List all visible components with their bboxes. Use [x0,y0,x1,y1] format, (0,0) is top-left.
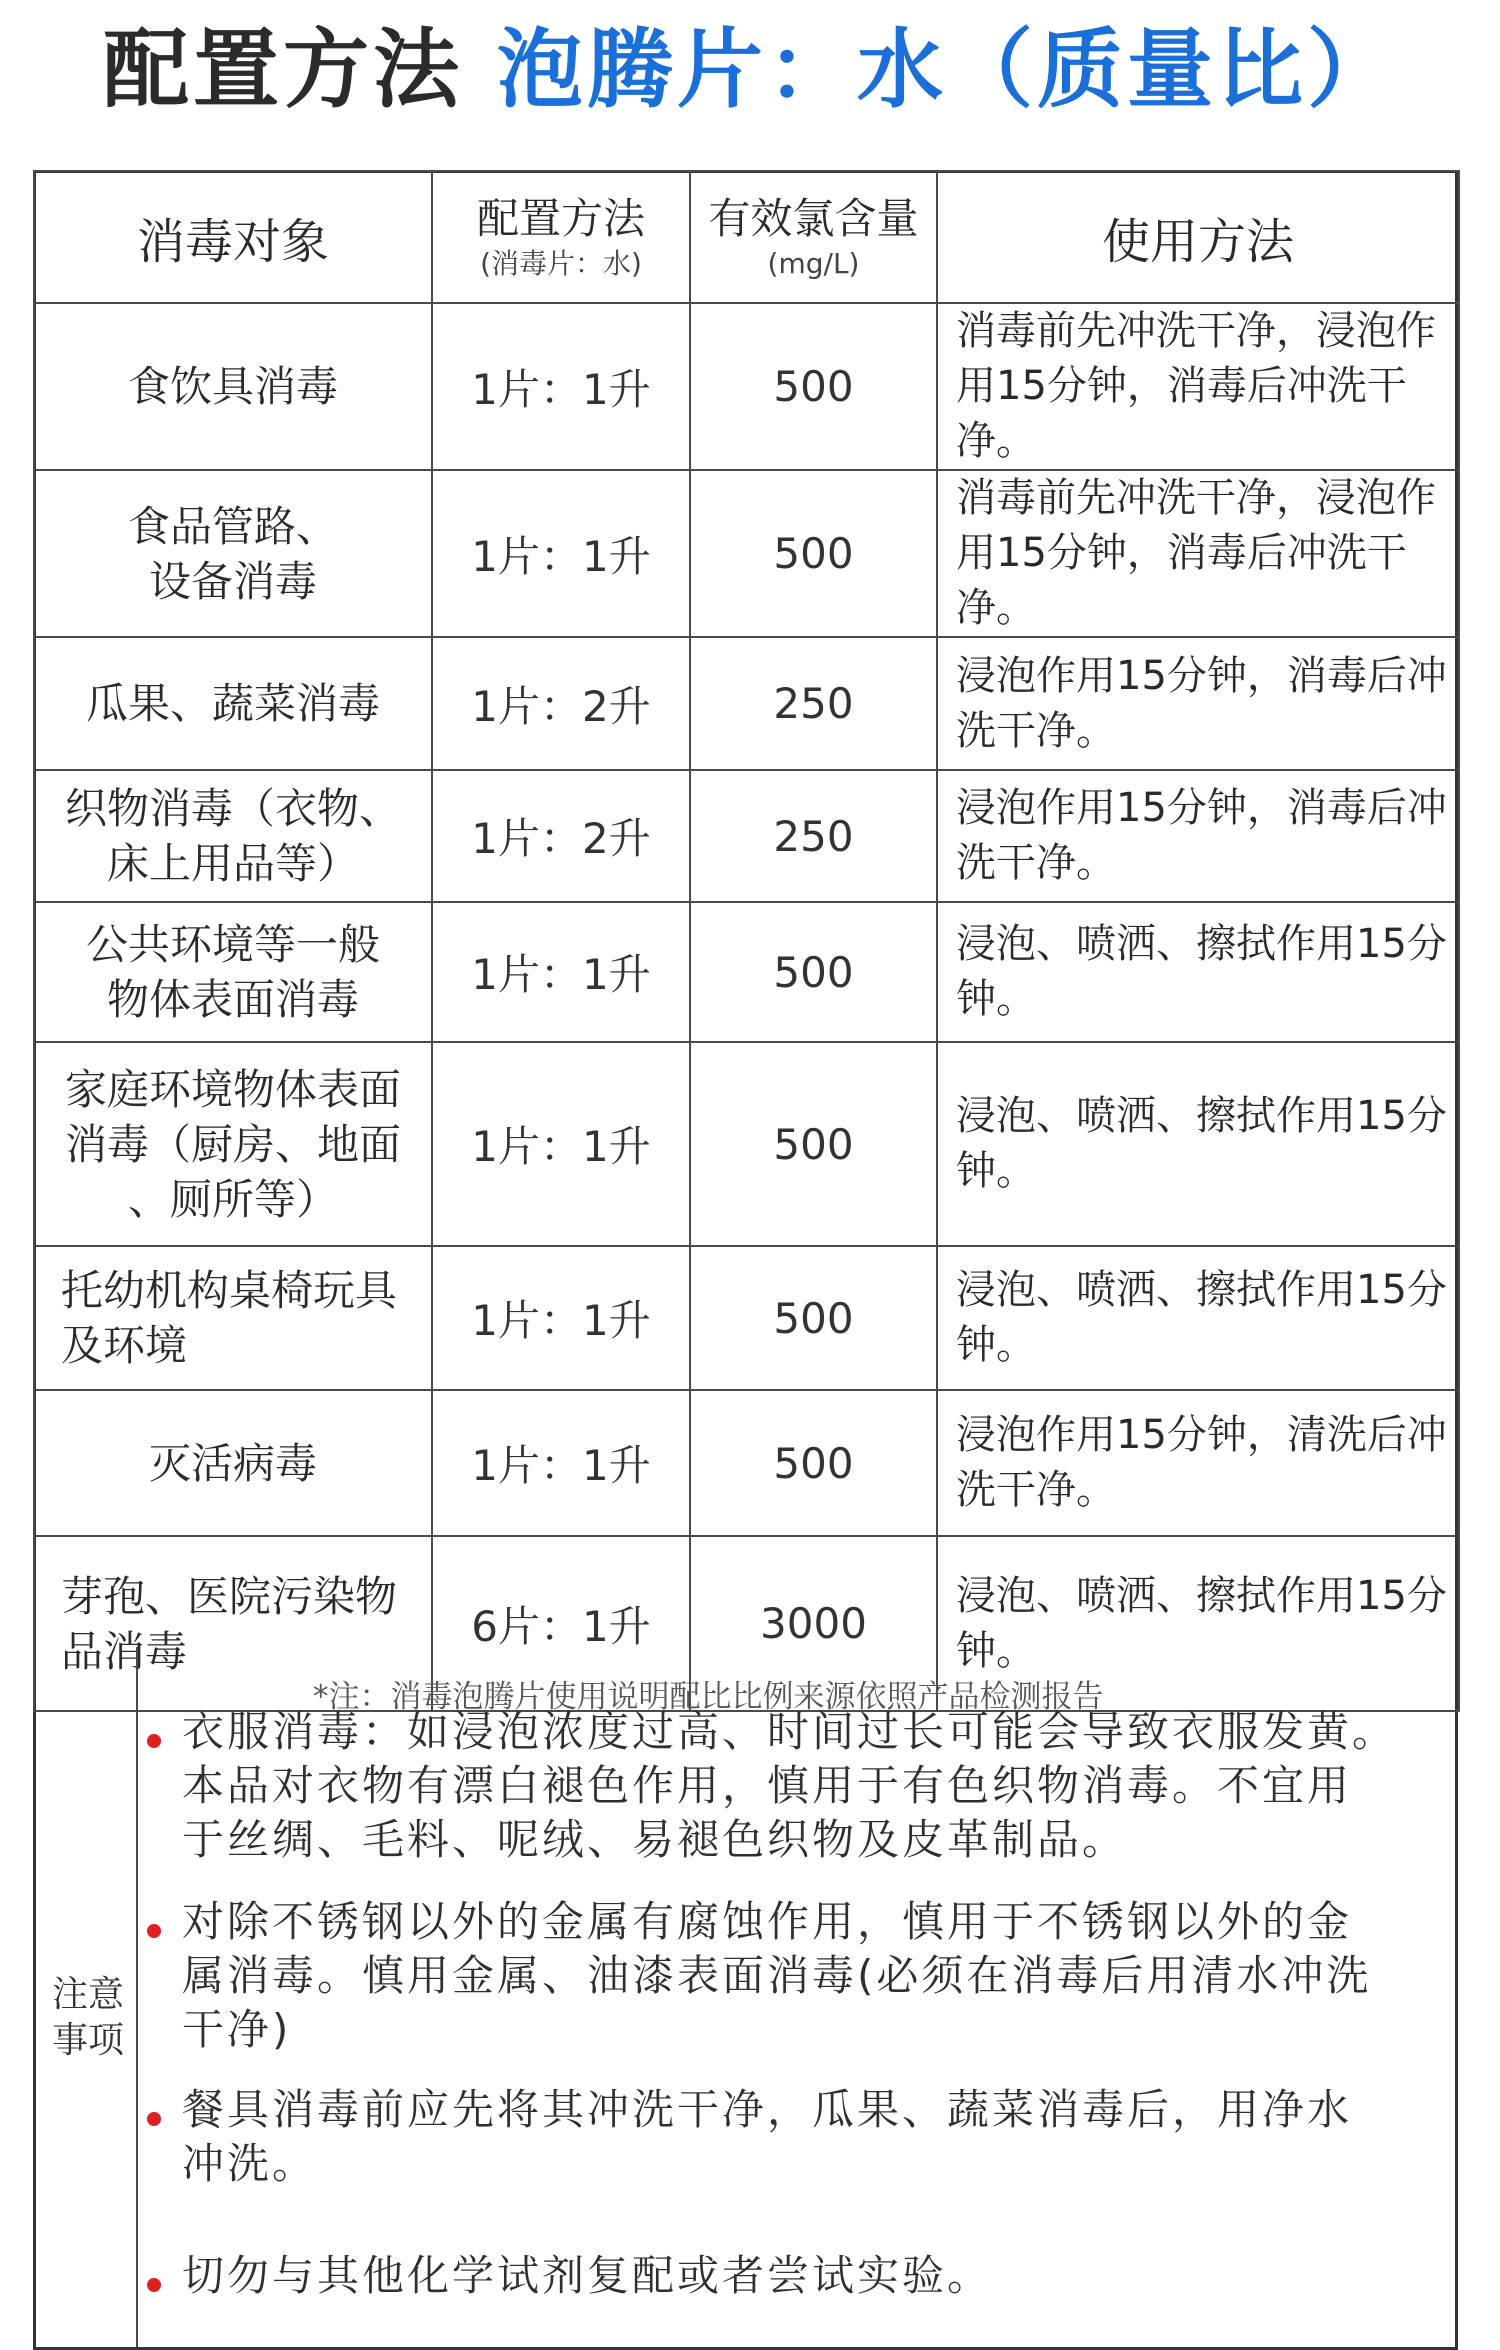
usage-line: 用15分钟，消毒后冲洗干净。 [956,363,1407,464]
cell-chlorine: 500 [690,1246,937,1390]
target-line: 托幼机构桌椅玩具 [61,1266,398,1315]
target-line: 、厕所等） [127,1174,338,1224]
table-row [34,1042,1459,1246]
notes-section [33,1647,1458,2347]
bullet-dot-icon [147,2278,161,2292]
header-chlorine-unit: (mg/L) [767,247,860,280]
source-footnote: *注：消毒泡腾片使用说明配比比例来源依照产品检测报告 [313,1679,1104,1715]
note-line: 属消毒。慎用金属、油漆表面消毒(必须在消毒后用清水冲洗 [182,1951,1372,2000]
usage-line: 浸泡、喷洒、擦拭作用15分 [956,1267,1447,1313]
notes-body [138,1647,1458,2347]
cell-usage [937,1042,1459,1246]
cell-usage [937,470,1459,637]
target-line: 床上用品等） [106,839,359,888]
usage-line: 钟。 [956,976,1036,1022]
note-line: 本品对衣物有漂白褪色作用，慎用于有色织物消毒。不宜用 [182,1761,1353,1810]
usage-line: 洗干净。 [956,707,1116,754]
bullet-dot-icon [147,1734,161,1748]
table-row [34,1390,1459,1536]
bullet-dot-icon [147,2112,161,2126]
cell-usage [937,303,1459,470]
note-item [182,2249,1432,2303]
usage-line: 浸泡作用15分钟，消毒后冲 [956,652,1447,699]
target-line: 及环境 [61,1321,188,1370]
table-row [34,303,1459,470]
header-method-label: 配置方法 [476,194,645,243]
usage-line: 浸泡作用15分钟，清洗后冲 [956,1412,1447,1458]
usage-line: 消毒前先冲洗干净，浸泡作 [956,475,1436,521]
cell-chlorine: 500 [690,1042,937,1246]
note-line: 切勿与其他化学试剂复配或者尝试实验。 [182,2251,993,2300]
target-line: 织物消毒（衣物、 [64,784,401,833]
header-target-label: 消毒对象 [136,213,329,270]
cell-chlorine: 500 [690,1390,937,1536]
target-line: 公共环境等一般 [85,920,380,969]
usage-line: 用15分钟，消毒后冲洗干净。 [956,530,1407,631]
target-line: 物体表面消毒 [106,975,359,1024]
note-line: 冲洗。 [182,2139,318,2188]
cell-target [34,1246,432,1390]
cell-target [34,303,432,470]
header-target [34,171,432,303]
note-line: 对除不锈钢以外的金属有腐蚀作用，慎用于不锈钢以外的金 [182,1897,1353,1946]
dosage-table [33,170,1460,1712]
note-item [182,2083,1432,2191]
table-row [34,470,1459,637]
cell-chlorine: 3000 [690,1536,937,1711]
cell-target [34,637,432,770]
table-row [34,637,1459,770]
usage-line: 洗干净。 [956,840,1116,886]
cell-ratio: 1片：1升 [432,1042,690,1246]
usage-line: 钟。 [956,1322,1036,1368]
header-method-sub: (消毒片：水) [480,247,642,280]
notes-label-cell [33,1647,138,2347]
header-chlorine-label: 有效氯含量 [708,194,919,243]
cell-ratio: 1片：1升 [432,902,690,1042]
cell-ratio: 1片：1升 [432,303,690,470]
page-title [0,14,1500,126]
target-line: 芽孢、医院污染物 [61,1571,398,1621]
target-line: 瓜果、蔬菜消毒 [85,679,380,728]
usage-line: 钟。 [956,1148,1036,1194]
notes-label [43,1972,133,2064]
cell-target [34,1042,432,1246]
notes-label-line: 注意 [51,1974,124,2015]
usage-line: 钟。 [956,1627,1036,1674]
usage-line: 浸泡作用15分钟，消毒后冲 [956,785,1447,831]
usage-line: 洗干净。 [956,1467,1116,1513]
target-line: 家庭环境物体表面 [64,1064,401,1114]
cell-usage [937,637,1459,770]
cell-usage [937,770,1459,902]
cell-target [34,770,432,902]
note-item [182,1705,1432,1867]
cell-target [34,470,432,637]
header-method [432,171,690,303]
usage-line: 浸泡、喷洒、擦拭作用15分 [956,1572,1447,1619]
title-part-method: 配置方法 [103,20,464,120]
cell-ratio: 1片：1升 [432,470,690,637]
cell-target [34,902,432,1042]
note-item [182,1895,1432,2057]
target-line: 食饮具消毒 [127,362,338,411]
note-line: 于丝绸、毛料、呢绒、易褪色织物及皮革制品。 [182,1815,1128,1864]
target-line: 灭活病毒 [148,1438,317,1488]
cell-target [34,1390,432,1536]
cell-ratio: 1片：2升 [432,770,690,902]
cell-ratio: 1片：2升 [432,637,690,770]
usage-line: 浸泡、喷洒、擦拭作用15分 [956,921,1447,967]
table-row [34,902,1459,1042]
cell-ratio: 1片：1升 [432,1246,690,1390]
table-row [34,770,1459,902]
table-header-row [34,171,1459,303]
cell-chlorine: 500 [690,303,937,470]
usage-line: 浸泡、喷洒、擦拭作用15分 [956,1093,1447,1139]
target-line: 食品管路、 [127,501,338,551]
cell-ratio: 1片：1升 [432,1390,690,1536]
cell-chlorine: 250 [690,637,937,770]
cell-usage [937,902,1459,1042]
bullet-dot-icon [147,1924,161,1938]
notes-label-line: 事项 [51,2020,124,2061]
usage-line: 消毒前先冲洗干净，浸泡作 [956,308,1436,354]
target-line: 消毒（厨房、地面 [64,1119,401,1169]
header-chlorine [690,171,937,303]
cell-chlorine: 250 [690,770,937,902]
note-line: 干净) [182,2005,292,2054]
target-line: 品消毒 [61,1626,188,1676]
cell-chlorine: 500 [690,470,937,637]
header-usage [937,171,1459,303]
table-row [34,1246,1459,1390]
cell-usage [937,1246,1459,1390]
note-line: 衣服消毒：如浸泡浓度过高、时间过长可能会导致衣服发黄。 [182,1707,1398,1756]
cell-usage [937,1390,1459,1536]
header-usage-label: 使用方法 [1101,213,1294,270]
target-line: 设备消毒 [148,556,317,606]
cell-chlorine: 500 [690,902,937,1042]
title-part-ratio: 泡腾片：水（质量比） [496,20,1397,120]
cell-ratio: 6片：1升 [432,1536,690,1711]
note-line: 餐具消毒前应先将其冲洗干净，瓜果、蔬菜消毒后，用净水 [182,2085,1353,2134]
